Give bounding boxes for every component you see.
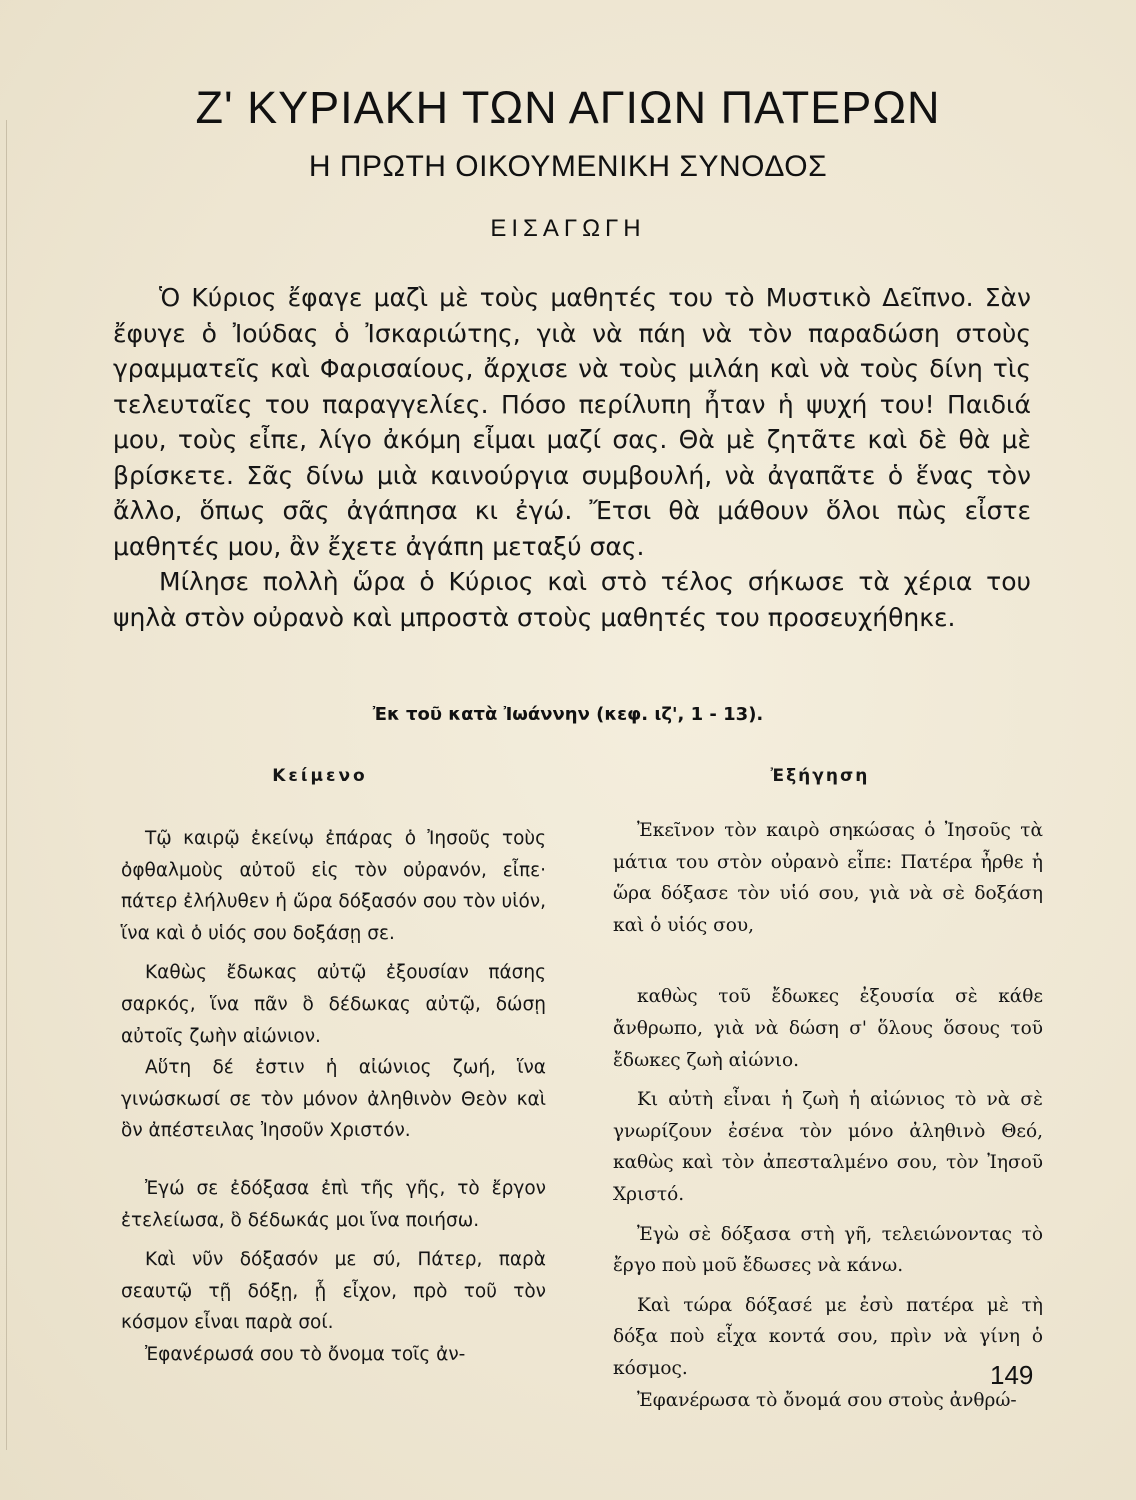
explanation-text: Ἐκεῖνον τὸν καιρὸ σηκώσας ὁ Ἰησοῦς τὰ μάτια του στὸν οὐρανὸ εἶπε: Πατέρα ἦρθε ἡ ὥρα δόξασε τὸν υἱό σου, γιὰ νὰ σὲ δοξάση καὶ ὁ υἱός σου, bbox=[613, 820, 1043, 936]
page-number: 149 bbox=[990, 1360, 1034, 1390]
intro-text bbox=[113, 280, 1031, 635]
verse-text: Τῷ καιρῷ ἐκείνῳ ἐπάρας ὁ Ἰησοῦς τοὺς ὀφθαλμοὺς αὐτοῦ εἰς τὸν οὐρανόν, εἶπε· πάτερ ἐλήλυθεν ἡ ὥρα δόξασόν σου τὸν υἱόν, ἵνα καὶ ὁ υἱός σου δοξάσῃ σε. bbox=[121, 828, 546, 944]
explanation-column bbox=[613, 815, 1043, 1416]
page-title: Ζ' ΚΥΡΙΑΚΗ ΤΩΝ ΑΓΙΩΝ ΠΑΤΕΡΩΝ bbox=[195, 82, 941, 133]
verse-text: Αὕτη δέ ἐστιν ἡ αἰώνιος ζωή, ἵνα γινώσκωσί σε τὸν μόνον ἀληθινὸν Θεὸν καὶ ὃν ἀπέστειλας Ἰησοῦν Χριστόν. bbox=[121, 1057, 546, 1142]
text-column-heading: Κείμενο bbox=[272, 766, 368, 786]
explanation-text: Καὶ τώρα δόξασέ με ἐσὺ πατέρα μὲ τὴ δόξα ποὺ εἶχα κοντά σου, πρὶν νὰ γίνη ὁ κόσμος. bbox=[613, 1294, 1043, 1379]
intro-paragraph: Ὁ Κύριος ἔφαγε μαζὶ μὲ τοὺς μαθητές του τὸ Μυστικὸ Δεῖπνο. Σὰν ἔφυγε ὁ Ἰούδας ὁ Ἰσκαριώτης, γιὰ νὰ πάη νὰ τὸν παραδώση στοὺς γραμματεῖς καὶ Φαρισαίους, ἄρχισε νὰ τοὺς μιλάη καὶ νὰ τοὺς δίνη τὶς τελευταῖες του παραγγελίες. Πόσο περίλυπη ἦταν ἡ ψυχή του! Παιδιά μου, τοὺς εἶπε, λίγο ἀκόμη εἶμαι μαζί σας. Θὰ μὲ ζητᾶτε καὶ δὲ θὰ μὲ βρίσκετε. Σᾶς δίνω μιὰ καινούργια συμβουλή, νὰ ἀγαπᾶτε ὁ ἕνας τὸν ἄλλο, ὅπως σᾶς ἀγάπησα κι ἐγώ. Ἔτσι θὰ μάθουν ὅλοι πὼς εἶστε μαθητές μου, ἂν ἔχετε ἀγάπη μεταξύ σας. bbox=[113, 283, 1031, 561]
verse-text: Ἐφανέρωσά σου τὸ ὄνομα τοῖς ἀν- bbox=[145, 1343, 466, 1365]
scripture-reference: Ἐκ τοῦ κατὰ Ἰωάννην (κεφ. ιζ', 1 - 13). bbox=[372, 704, 764, 725]
page-edge-shadow bbox=[6, 120, 7, 1450]
verse-text: Ἐγώ σε ἐδόξασα ἐπὶ τῆς γῆς, τὸ ἔργον ἐτελείωσα, ὃ δέδωκάς μοι ἵνα ποιήσω. bbox=[121, 1177, 546, 1231]
explanation-text: Ἐγὼ σὲ δόξασα στὴ γῆ, τελειώνοντας τὸ ἔργο ποὺ μοῦ ἔδωσες νὰ κάνω. bbox=[613, 1223, 1043, 1277]
explanation-text: καθὼς τοῦ ἔδωκες ἐξουσία σὲ κάθε ἄνθρωπο, γιὰ νὰ δώση σ' ὅλους ὅσους τοῦ ἔδωκες ζωὴ αἰώνιο. bbox=[613, 986, 1043, 1071]
verse-text: Καθὼς ἔδωκας αὐτῷ ἐξουσίαν πάσης σαρκός, ἵνα πᾶν ὃ δέδωκας αὐτῷ, δώσῃ αὐτοῖς ζωὴν αἰώνιον. bbox=[121, 962, 546, 1047]
original-text-column bbox=[121, 823, 546, 1371]
intro-paragraph: Μίλησε πολλὴ ὥρα ὁ Κύριος καὶ στὸ τέλος σήκωσε τὰ χέρια του ψηλὰ στὸν οὐρανὸ καὶ μπροστὰ στοὺς μαθητές του προσευχήθηκε. bbox=[113, 567, 1031, 632]
verse-text: Καὶ νῦν δόξασόν με σύ, Πάτερ, παρὰ σεαυτῷ τῇ δόξῃ, ᾗ εἶχον, πρὸ τοῦ τὸν κόσμον εἶναι παρὰ σοί. bbox=[121, 1249, 546, 1334]
page-subtitle: Η ΠΡΩΤΗ ΟΙΚΟΥΜΕΝΙΚΗ ΣΥΝΟΔΟΣ bbox=[308, 150, 828, 183]
explanation-column-heading: Ἐξήγηση bbox=[770, 766, 870, 786]
section-heading: ΕΙΣΑΓΩΓΗ bbox=[490, 215, 646, 242]
explanation-text: Ἐφανέρωσα τὸ ὄνομά σου στοὺς ἀνθρώ- bbox=[637, 1389, 1017, 1411]
explanation-text: Κι αὐτὴ εἶναι ἡ ζωὴ ἡ αἰώνιος τὸ νὰ σὲ γνωρίζουν ἐσένα τὸν μόνο ἀληθινὸ Θεό, καθὼς καὶ τὸν ἀπεσταλμένο σου, τὸν Ἰησοῦ Χριστό. bbox=[613, 1089, 1043, 1205]
